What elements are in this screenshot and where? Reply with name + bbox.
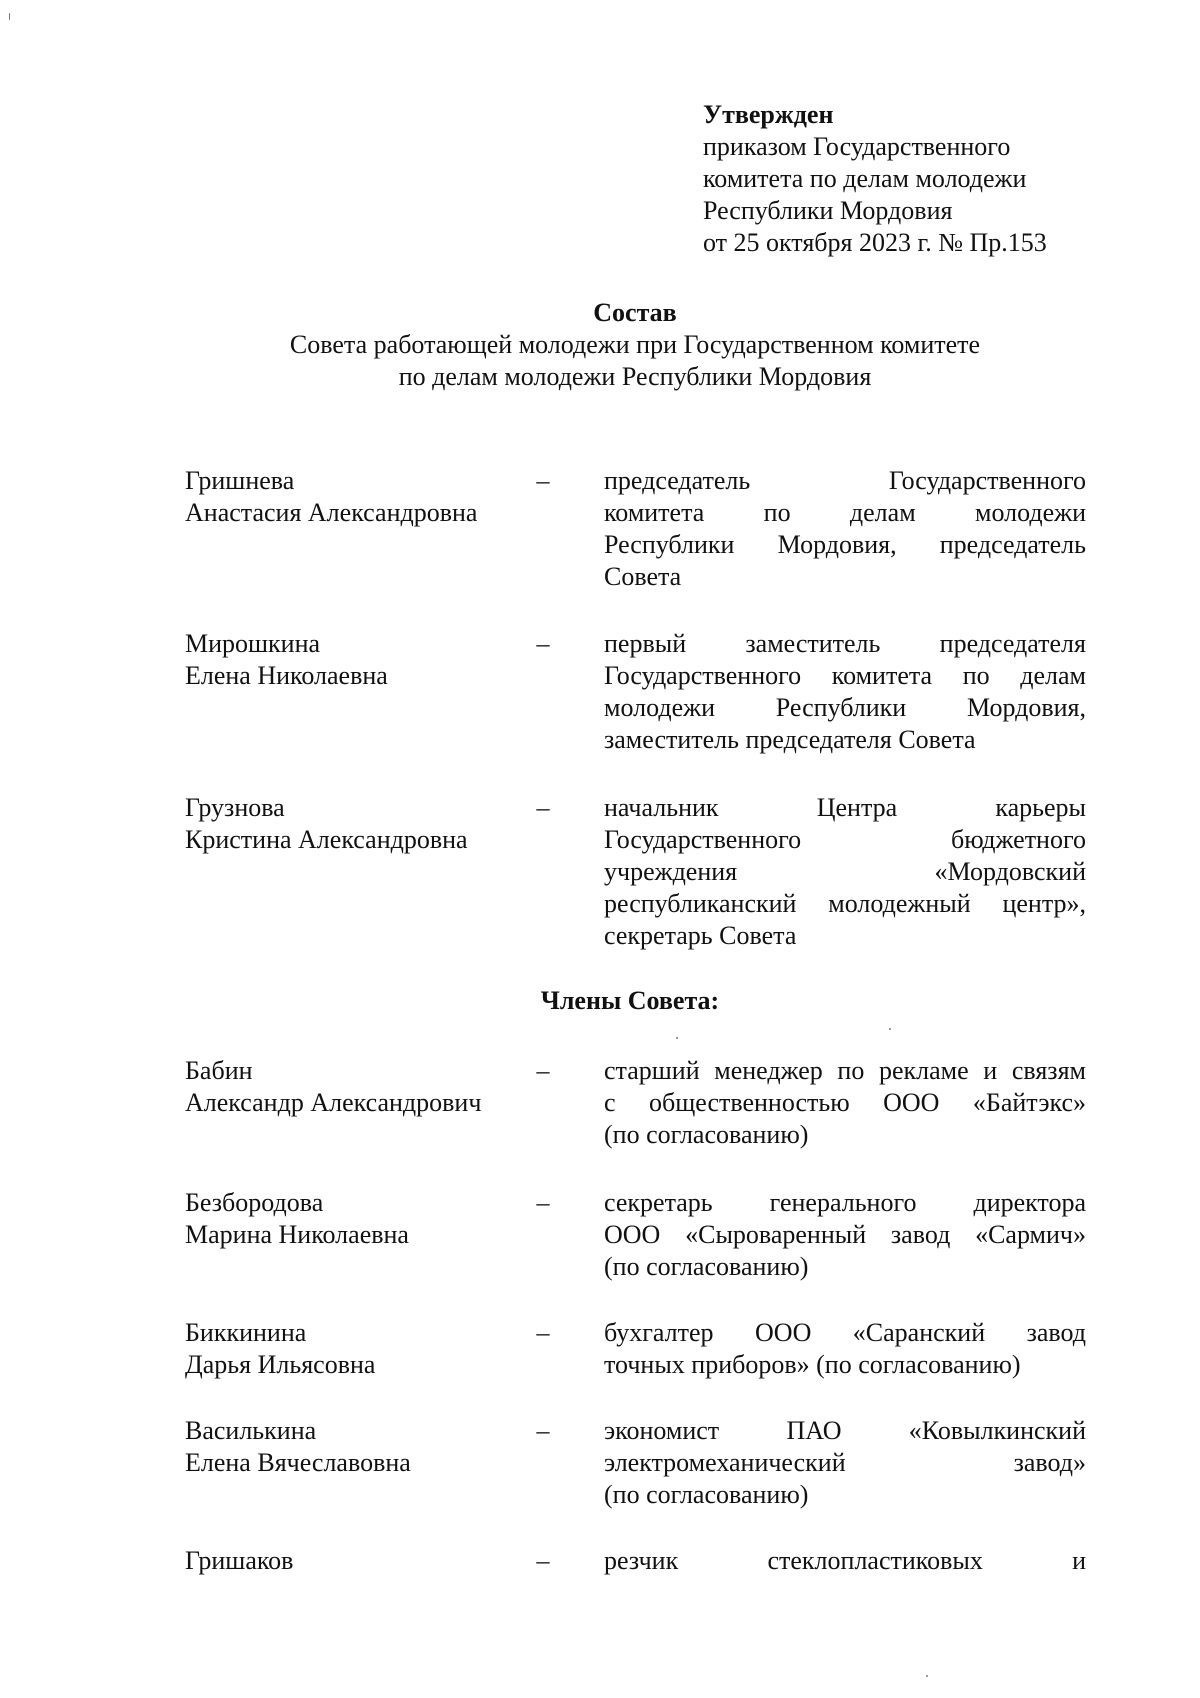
person-role — [604, 1055, 1086, 1151]
scan-speck — [9, 13, 10, 20]
given-names: Дарья Ильясовна — [185, 1350, 376, 1379]
members-heading: Члены Совета: — [540, 986, 720, 1015]
dash: – — [536, 1188, 550, 1217]
approval-block — [703, 99, 1123, 259]
role-line: старший менеджер по рекламе и связям — [604, 1056, 1086, 1085]
approval-line: комитета по делам молодежи — [703, 164, 1027, 193]
person-role — [604, 628, 1086, 756]
surname: Грузнова — [185, 793, 285, 822]
given-names: Анастасия Александровна — [185, 498, 478, 527]
dash: – — [536, 466, 550, 495]
role-line: (по согласованию) — [604, 1480, 809, 1509]
dash: – — [536, 629, 550, 658]
title-line: Совета работающей молодежи при Государственном комитете — [289, 330, 981, 359]
role-line: с общественностью ООО «Байтэкс» — [604, 1088, 1086, 1117]
role-line: Совета — [604, 562, 682, 591]
role-line: бухгалтер ООО «Саранский завод — [604, 1318, 1086, 1347]
title-line: по делам молодежи Республики Мордовия — [398, 362, 872, 391]
role-line: председатель Государственного — [604, 466, 1086, 495]
person-role — [604, 792, 1086, 952]
surname: Бабин — [185, 1056, 253, 1085]
dash: – — [536, 793, 550, 822]
role-line: ООО «Сыроваренный завод «Сармич» — [604, 1220, 1086, 1249]
role-line: учреждения «Мордовский — [604, 857, 1086, 886]
given-names: Елена Вячеславовна — [185, 1448, 411, 1477]
surname: Василькина — [185, 1416, 317, 1445]
role-line: заместитель председателя Совета — [604, 725, 976, 754]
dash: – — [536, 1416, 550, 1445]
role-line: начальник Центра карьеры — [604, 793, 1086, 822]
surname: Безбородова — [185, 1188, 324, 1217]
person-role — [604, 1415, 1086, 1511]
given-names: Марина Николаевна — [185, 1220, 409, 1249]
role-line: экономист ПАО «Ковылкинский — [604, 1416, 1086, 1445]
person-role — [604, 1317, 1086, 1381]
surname: Гришаков — [185, 1546, 294, 1575]
person-role — [604, 465, 1086, 593]
dash: – — [536, 1056, 550, 1085]
role-line: резчик стеклопластиковых и — [604, 1546, 1086, 1575]
scan-speck — [926, 1675, 928, 1677]
surname: Гришнева — [185, 466, 295, 495]
surname: Биккинина — [185, 1318, 307, 1347]
given-names: Кристина Александровна — [185, 825, 468, 854]
person-name — [185, 1317, 505, 1381]
person-name — [185, 1545, 505, 1577]
dash: – — [536, 1318, 550, 1347]
document-title — [0, 297, 1200, 393]
role-line: (по согласованию) — [604, 1252, 809, 1281]
role-line: точных приборов» (по согласованию) — [604, 1350, 1021, 1379]
approval-line: от 25 октября 2023 г. № Пр.153 — [703, 228, 1047, 257]
role-line: электромеханический завод» — [604, 1448, 1086, 1477]
role-line: республиканский молодежный центр», — [604, 889, 1086, 918]
person-name — [185, 628, 505, 692]
role-line: (по согласованию) — [604, 1120, 809, 1149]
role-line: Государственного бюджетного — [604, 825, 1086, 854]
scan-speck — [889, 1028, 891, 1030]
person-role — [604, 1187, 1086, 1283]
person-role — [604, 1545, 1086, 1577]
scan-speck — [676, 1037, 678, 1039]
surname: Мирошкина — [185, 629, 321, 658]
person-name — [185, 1415, 505, 1479]
given-names: Александр Александрович — [185, 1088, 482, 1117]
person-name — [185, 465, 505, 529]
title-line: Состав — [593, 298, 677, 327]
role-line: секретарь Совета — [604, 921, 797, 950]
role-line: Государственного комитета по делам — [604, 661, 1086, 690]
role-line: молодежи Республики Мордовия, — [604, 693, 1086, 722]
person-name — [185, 1187, 505, 1251]
dash: – — [536, 1546, 550, 1575]
approval-line: приказом Государственного — [703, 132, 1011, 161]
role-line: секретарь генерального директора — [604, 1188, 1086, 1217]
approval-heading: Утвержден — [703, 100, 834, 129]
role-line: первый заместитель председателя — [604, 629, 1086, 658]
role-line: комитета по делам молодежи — [604, 498, 1086, 527]
person-name — [185, 792, 505, 856]
role-line: Республики Мордовия, председатель — [604, 530, 1086, 559]
person-name — [185, 1055, 505, 1119]
approval-line: Республики Мордовия — [703, 196, 953, 225]
given-names: Елена Николаевна — [185, 661, 388, 690]
